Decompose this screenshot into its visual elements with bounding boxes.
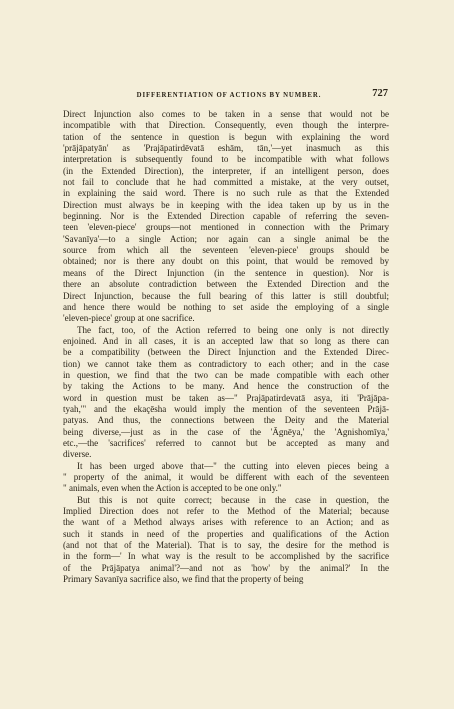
text-line: The fact, too, of the Action referred to being one only is not directly	[77, 324, 389, 335]
text-line: such it stands in need of the properties and qualifications of the Action	[63, 528, 389, 539]
text-line: 'Savanīya'—to a single Action; nor again can a single animal be the	[63, 233, 389, 244]
text-line: Direct Injunction, because the full bearing of this latter is still doubtful;	[63, 290, 389, 301]
running-head: DIFFERENTIATION OF ACTIONS BY NUMBER.	[136, 92, 322, 99]
text-line: being diverse,—just as in the case of the 'Āgnēya,' the 'Agnishomīya,'	[63, 426, 389, 437]
text-line: by taking the Actions to be many. And hence the construction of the	[63, 381, 389, 392]
text-line: (and not that of the Material). That is to say, the desire for the method is	[63, 540, 389, 551]
text-line: in explaining the said word. There is no such rule as that the Extended	[63, 188, 389, 199]
text-line: " property of the animal, it would be different with each of the seventeen	[63, 472, 389, 482]
text-line: etc.,—the 'sacrifices' referred to cannot but be accepted as many and	[63, 437, 389, 448]
text-line: patyas. And thus, the connections between the Deity and the Material	[63, 415, 389, 426]
text-line: beginning. Nor is the Extended Direction capable of referring the seven-	[63, 211, 389, 222]
text-line: Implied Direction does not refer to the Method of the Material; because	[63, 506, 389, 517]
paragraph	[63, 461, 389, 495]
text-line: It has been urged above that—" the cutting into eleven pieces being a	[77, 460, 389, 471]
text-line: and hence there would be nothing to set aside the employing of a single	[63, 301, 389, 312]
paragraph	[63, 495, 389, 586]
text-line: word in question must be taken as—" Prajāpatirdevatā asya, iti 'Prājāpa-	[63, 392, 389, 403]
text-line: But this is not quite correct; because in the case in question, the	[77, 494, 389, 505]
body-text	[63, 109, 389, 585]
text-line: there an absolute contradiction between the Extended Direction and the	[63, 279, 389, 290]
text-line: " animals, even when the Action is accepted to be one only."	[63, 483, 282, 494]
text-line: in the form—' In what way is the result to be accomplished by the sacrifice	[63, 551, 389, 562]
text-line: the want of a Method always arises with reference to an Action; and as	[63, 517, 389, 528]
text-line: Primary Savanīya sacrifice also, we find that the property of being	[63, 574, 304, 585]
text-line: Direction must always be in keeping with the idea taken up by us in the	[63, 199, 389, 210]
paragraph	[63, 325, 389, 461]
text-line: source from which all the seventeen 'eleven-piece' groups should be	[63, 245, 389, 256]
text-line: means of the Direct Injunction (in the sentence in question). Nor is	[63, 267, 389, 278]
text-line: not fail to conclude that he had committed a mistake, at the very outset,	[63, 177, 389, 188]
text-line: tyah,'" and the ekaçēsha would imply the mention of the seventeen Prājā-	[63, 403, 389, 414]
text-line: tation of the sentence in question is begun with explaining the word	[63, 131, 389, 142]
text-line: enjoined. And in all cases, it is an accepted law that so long as there can	[63, 335, 389, 346]
text-line: in question, we find that the two can be made compatible with each other	[63, 369, 389, 380]
text-line: obtained; nor is there any doubt on this point, that would be removed by	[63, 256, 389, 267]
text-line: of the Prājāpatya animal'?—and not as 'how' by the animal?' In the	[63, 562, 389, 573]
text-line: tion) we cannot take them as contradictory to each other; and in the case	[63, 358, 389, 369]
paragraph	[63, 109, 389, 325]
text-line: be a compatibility (between the Direct Injunction and the Extended Direc-	[63, 347, 389, 358]
text-line: teen 'eleven-piece' groups—not mentioned in connection with the Primary	[63, 222, 389, 233]
text-line: 'prājāpatyān' as 'Prajāpatirdēvatā eshām, tān,'—yet inasmuch as this	[63, 143, 389, 154]
page-number: 727	[372, 88, 388, 99]
text-line: incompatible with that Direction. Consequently, even though the interpre-	[63, 120, 389, 131]
text-line: interpretation is subsequently found to be incompatible with what follows	[63, 154, 389, 165]
text-line: 'eleven-piece' group at one sacrifice.	[63, 313, 195, 324]
text-line: Direct Injunction also comes to be taken in a sense that would not be	[63, 109, 389, 119]
text-line: (in the Extended Direction), the interpreter, if an intelligent person, does	[63, 165, 389, 176]
text-line: diverse.	[63, 449, 92, 460]
